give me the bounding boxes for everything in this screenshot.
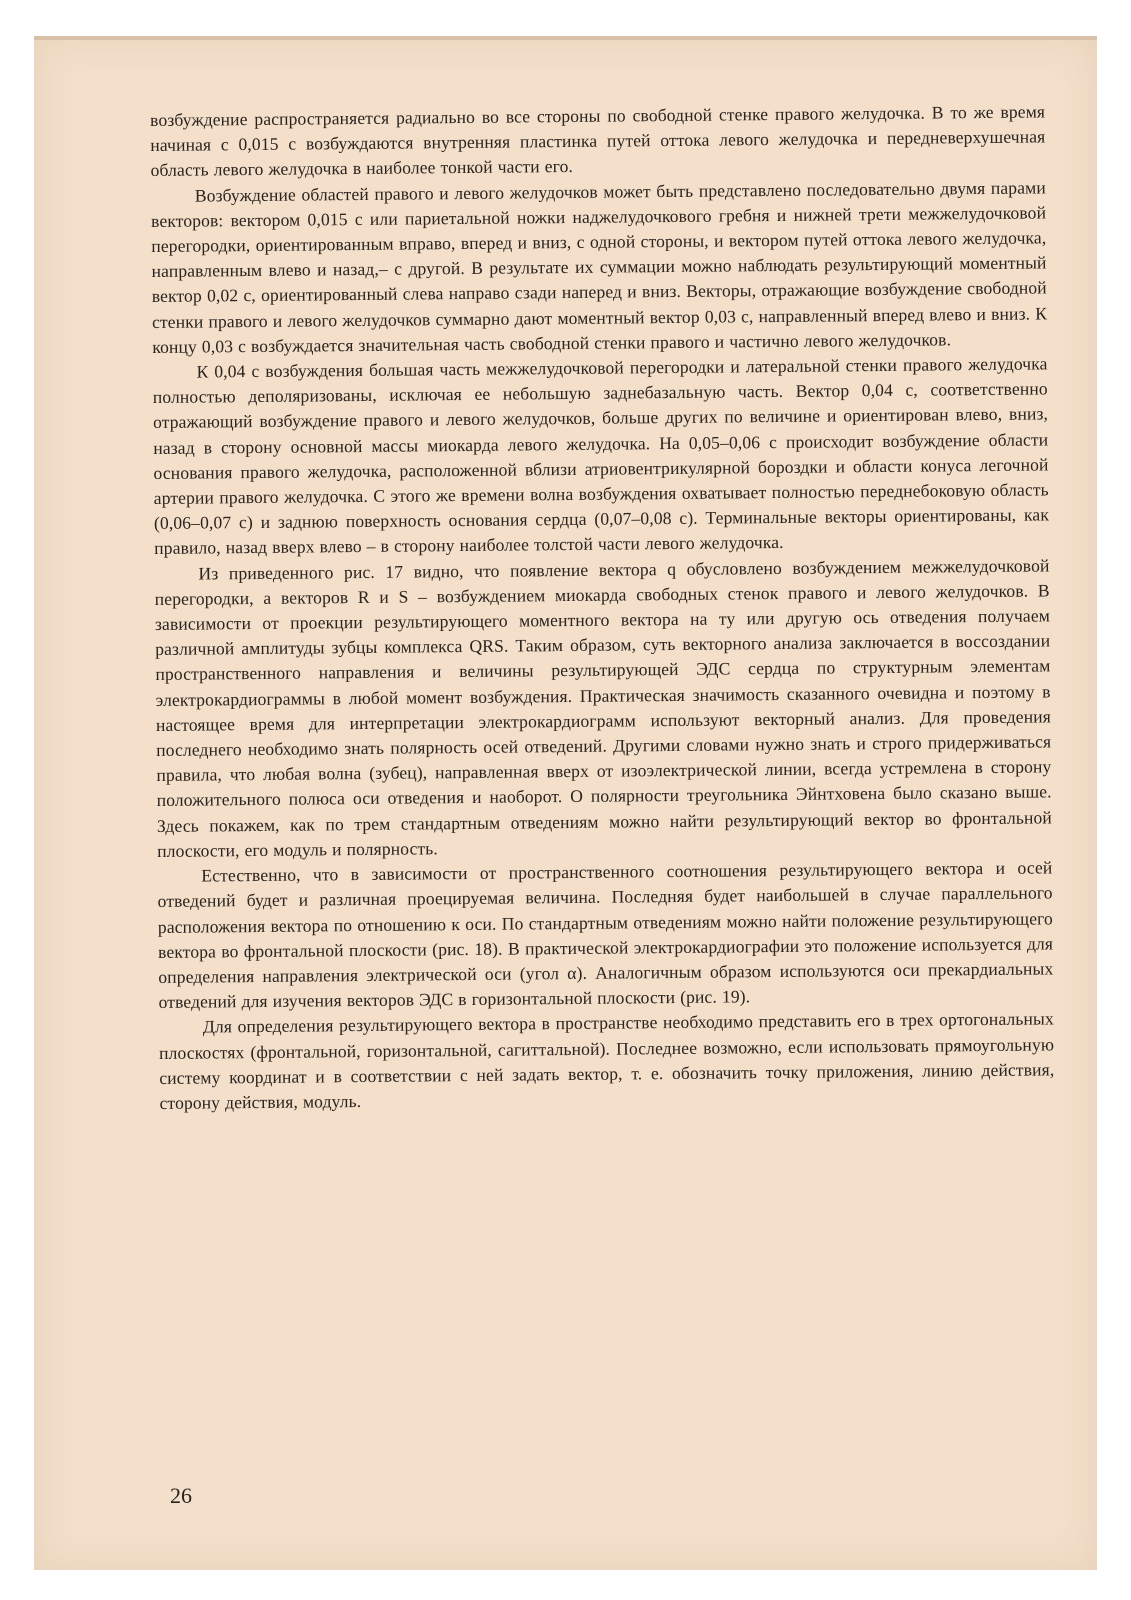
paragraph: Для определения результирующего вектора в пространстве необходимо представить его в трех ортогональных плоскостях (фронтальной, горизонтальной, сагиттальной). Последнее возможно, если использовать прямоугольную систему координат и в соответствии с ней задать вектор, т. е. обозначить точку приложения, линию действия, сторону действия, модуль. xyxy=(158,1008,1055,1113)
paragraph: К 0,04 с возбуждения большая часть межжелудочковой перегородки и латеральной стенки правого желудочка полностью деполяризованы, исключая ее небольшую заднебазальную часть. Вектор 0,04 с, соответственно отражающий возбуждение правого и левого желудочков, больше других по величине и ориентирован влево, вниз, назад в сторону основной массы миокарда левого желудочка. На 0,05–0,06 с происходит возбуждение области основания правого желудочка, расположенной вблизи атриовентрикулярной бороздки и области конуса легочной артерии правого желудочка. С этого же времени волна возбуждения охватывает полностью переднебоковую область (0,06–0,07 с) и заднюю поверхность основания сердца (0,07–0,08 с). Терминальные векторы ориентированы, как правило, назад вверх влево – в сторону наиболее толстой части левого желудочка. xyxy=(152,353,1050,559)
paragraph: Из приведенного рис. 17 видно, что появление вектора q обусловлено возбуждением межжелудочковой перегородки, а векторов R и S – возбуждением миокарда свободных стенок правого и левого желудочков. В зависимости от проекции результирующего моментного вектора на ту или другую ось отведения получаем различной амплитуды зубцы комплекса QRS. Таким образом, суть векторного анализа заключается в воссоздании пространственного направления и величины результирующей ЭДС сердца по структурным элементам электрокардиограммы в любой момент возбуждения. Практическая значимость сказанного очевидна и поэтому в настоящее время для интерпретации электрокардиограмм используют векторный анализ. Для проведения последнего необходимо знать полярность осей отведений. Другими словами нужно знать и строго придерживаться правила, что любая волна (зубец), направленная вверх от изоэлектрической линии, всегда устремлена в сторону положительного полюса оси отведения и наоборот. О полярности треугольника Эйнтховена было сказано выше. Здесь покажем, как по трем стандартным отведениям можно найти результирующий вектор во фронтальной плоскости, его модуль и полярность. xyxy=(154,555,1052,861)
paragraph: Естественно, что в зависимости от пространственного соотношения результирующего вектора и осей отведений будет и различная проецируемая величина. Последняя будет наибольшей в случае параллельного расположения вектора по отношению к оси. По стандартным отведениям можно найти положение результирующего вектора во фронтальной плоскости (рис. 18). В практической электрокардиографии это положение используется для определения направления электрической оси (угол α). Аналогичным образом используются оси прекардиальных отведений для изучения векторов ЭДС в горизонтальной плоскости (рис. 19). xyxy=(157,857,1054,1013)
paragraph: Возбуждение областей правого и левого желудочков может быть представлено последовательно двумя парами векторов: вектором 0,015 с или париетальной ножки наджелудочкового гребня и нижней трети межжелудочковой перегородки, ориентированным вправо, вперед и вниз, с одной стороны, и вектором путей оттока левого желудочка, направленным влево и назад,– с другой. В результате их суммации можно наблюдать результирующий моментный вектор 0,02 с, ориентированный слева направо сзади наперед и вниз. Векторы, отражающие возбуждение свободной стенки правого и левого желудочков суммарно дают моментный вектор 0,03 с, направленный вперед влево и вниз. К концу 0,03 с возбуждается значительная часть свободной стенки правого и частично левого желудочков. xyxy=(150,177,1048,357)
page-top-edge xyxy=(34,36,1097,40)
page-number: 26 xyxy=(170,1483,192,1508)
paragraph: возбуждение распространяется радиально во все стороны по свободной стенке правого желудочка. В то же время начиная с 0,015 с возбуждаются внутренняя пластинка путей оттока левого желудочка и передневерхушечная область левого желудочка в наиболее тонкой части его. xyxy=(150,101,1046,181)
body-text xyxy=(150,99,1055,1116)
